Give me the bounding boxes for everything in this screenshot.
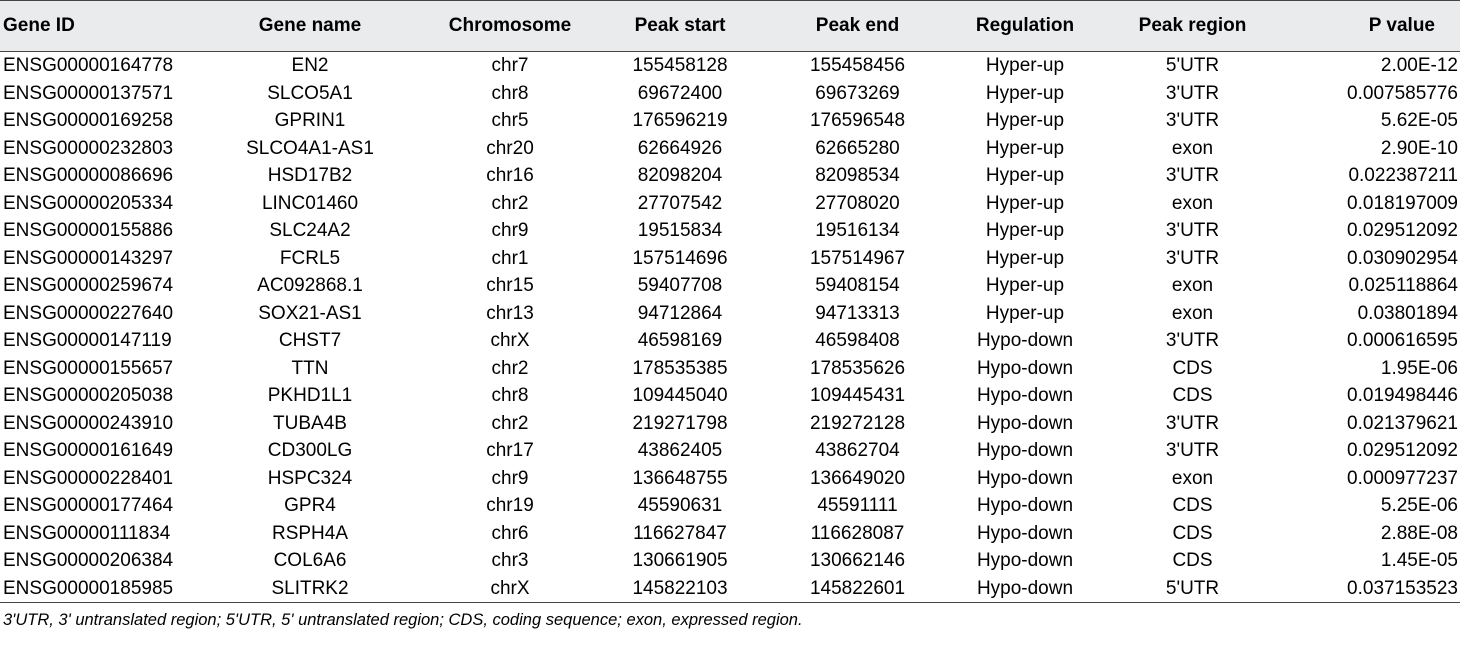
cell-gene-id: ENSG00000155886 [3,220,174,241]
cell-peak-start: 176596219 [632,110,728,131]
cell-peak-region: 5'UTR [1165,55,1220,76]
cell-gene-name: GPRIN1 [274,110,346,131]
cell-peak-start: 109445040 [632,385,728,406]
cell-gene-name: SLITRK2 [190,575,430,603]
cell-peak-start: 27707542 [637,192,723,214]
cell-chromosome: chr9 [491,467,529,489]
table-row [0,355,1460,383]
table-body [0,52,1460,603]
cell-regulation: Hypo-down [976,550,1074,571]
table-row [0,547,1460,575]
cell-gene-name: CD300LG [267,440,353,461]
table-row [0,437,1460,465]
cell-gene-id: ENSG00000164778 [3,55,174,76]
cell-peak-region: CDS [1172,495,1213,516]
table-row [0,217,1460,245]
cell-chromosome: chr17 [486,440,534,461]
cell-p-value: 5.25E-06 [1380,495,1458,516]
cell-peak-end: 136649020 [809,467,906,489]
cell-chromosome: chr3 [491,550,529,571]
cell-peak-start: 145822103 [590,575,770,603]
header-gene-id: Gene ID [0,1,190,52]
cell-gene-name: HSD17B2 [267,165,353,186]
cell-regulation: Hypo-down [976,330,1074,351]
cell-p-value: 5.62E-05 [1380,110,1458,131]
cell-peak-start: 116627847 [633,522,727,544]
table-row [0,245,1460,273]
cell-gene-name: GPR4 [284,495,336,516]
cell-peak-end: 178535626 [809,357,906,379]
table-row [0,80,1460,108]
header-peak-start: Peak start [590,1,770,52]
cell-gene-id: ENSG00000169258 [3,110,174,131]
cell-peak-region: CDS [1172,550,1213,571]
table-row [0,410,1460,438]
cell-gene-id: ENSG00000227640 [3,302,174,324]
cell-peak-start: 94712864 [637,302,723,324]
cell-p-value: 2.00E-12 [1380,55,1458,76]
table-row [0,575,1460,603]
cell-chromosome: chrX [490,330,530,351]
cell-chromosome: chr13 [486,302,534,324]
cell-peak-end: 145822601 [770,575,945,603]
cell-peak-end: 82098534 [815,165,900,186]
cell-peak-start: 130661905 [632,550,728,571]
cell-chromosome: chr9 [491,220,529,241]
cell-p-value: 0.029512092 [1347,440,1458,461]
cell-chromosome: chr7 [491,55,529,76]
cell-gene-id: ENSG00000111834 [3,522,171,544]
cell-p-value: 0.025118864 [1348,275,1458,296]
cell-p-value: 0.037153523 [1280,575,1460,603]
cell-peak-region: 5'UTR [1105,575,1280,603]
table-row [0,492,1460,520]
table-row [0,327,1460,355]
cell-peak-start: 19515834 [637,220,723,241]
cell-peak-start: 219271798 [632,412,728,434]
header-chromosome: Chromosome [430,1,590,52]
cell-regulation: Hyper-up [985,192,1065,214]
cell-chromosome: chr15 [486,275,534,296]
header-regulation: Regulation [945,1,1105,52]
cell-p-value: 0.007585776 [1347,82,1458,104]
cell-peak-region: 3'UTR [1165,247,1220,269]
cell-gene-id: ENSG00000086696 [3,165,174,186]
cell-peak-start: 62664926 [637,137,723,159]
cell-gene-id: ENSG00000232803 [3,137,174,159]
table-row [0,135,1460,163]
cell-gene-name: TTN [291,357,329,379]
cell-chromosome: chr2 [491,192,529,214]
cell-gene-name: SLC24A2 [269,220,351,241]
cell-p-value: 2.90E-10 [1380,137,1458,159]
cell-peak-region: 3'UTR [1165,412,1220,434]
cell-chromosome: chr6 [491,522,529,544]
cell-peak-start: 43862405 [637,440,723,461]
cell-peak-region: 3'UTR [1165,440,1220,461]
cell-gene-id: ENSG00000155657 [3,357,174,379]
cell-regulation: Hypo-down [976,495,1074,516]
cell-regulation: Hyper-up [985,82,1065,104]
cell-regulation: Hypo-down [976,440,1074,461]
cell-gene-id: ENSG00000177464 [3,495,174,516]
cell-gene-name: EN2 [291,55,329,76]
cell-peak-region: exon [1171,275,1214,296]
cell-gene-id: ENSG00000205038 [3,385,174,406]
cell-peak-region: CDS [1172,522,1213,544]
cell-regulation: Hyper-up [985,220,1065,241]
cell-regulation: Hyper-up [985,247,1065,269]
cell-regulation: Hypo-down [976,522,1074,544]
cell-p-value: 0.022387211 [1348,165,1458,186]
cell-p-value: 0.000616595 [1347,330,1458,351]
cell-p-value: 0.019498446 [1347,385,1458,406]
cell-peak-end: 155458456 [809,55,906,76]
cell-regulation: Hyper-up [985,165,1065,186]
cell-gene-id: ENSG00000205334 [3,192,174,214]
cell-chromosome: chr8 [491,385,529,406]
cell-chromosome: chr2 [491,412,529,434]
cell-peak-region: 3'UTR [1165,165,1220,186]
cell-gene-id: ENSG00000161649 [3,440,174,461]
header-gene-name: Gene name [190,1,430,52]
cell-gene-id: ENSG00000147119 [3,330,172,351]
cell-peak-region: 3'UTR [1165,110,1220,131]
table-row [0,190,1460,218]
cell-p-value: 0.018197009 [1347,192,1458,214]
cell-peak-region: 3'UTR [1165,82,1220,104]
cell-peak-end: 27708020 [815,192,900,214]
cell-chromosome: chr20 [486,137,534,159]
cell-gene-id: ENSG00000185985 [0,575,190,603]
cell-p-value: 0.03801894 [1357,302,1458,324]
cell-peak-end: 219272128 [809,412,906,434]
cell-peak-end: 45591111 [817,495,898,516]
cell-gene-name: RSPH4A [271,522,349,544]
cell-gene-name: AC092868.1 [257,275,363,296]
cell-peak-region: CDS [1172,357,1213,379]
cell-peak-start: 45590631 [637,495,723,516]
cell-p-value: 1.45E-05 [1380,550,1458,571]
cell-regulation: Hypo-down [945,575,1105,603]
cell-chromosome: chr16 [486,165,534,186]
cell-peak-region: 3'UTR [1165,330,1220,351]
cell-gene-name: CHST7 [278,330,342,351]
cell-peak-end: 43862704 [815,440,900,461]
cell-gene-name: SLCO5A1 [267,82,353,104]
cell-peak-end: 94713313 [815,302,900,324]
cell-regulation: Hyper-up [985,137,1065,159]
cell-peak-region: exon [1171,192,1214,214]
table-row [0,162,1460,190]
cell-chromosome: chr19 [486,495,534,516]
cell-regulation: Hyper-up [985,110,1065,131]
cell-peak-start: 59407708 [637,275,723,296]
cell-peak-end: 59408154 [815,275,900,296]
cell-regulation: Hypo-down [976,467,1074,489]
cell-regulation: Hypo-down [976,385,1074,406]
cell-peak-region: CDS [1172,385,1213,406]
cell-gene-id: ENSG00000259674 [3,275,174,296]
cell-p-value: 0.000977237 [1347,467,1458,489]
cell-peak-start: 157514696 [632,247,728,269]
cell-peak-region: exon [1171,137,1214,159]
table-row [0,52,1460,80]
cell-chromosome: chr5 [491,110,529,131]
cell-gene-id: ENSG00000137571 [3,82,174,104]
cell-peak-end: 19516134 [815,220,900,241]
table-row [0,107,1460,135]
cell-gene-name: LINC01460 [261,192,359,214]
table-row [0,520,1460,548]
cell-peak-end: 46598408 [815,330,900,351]
cell-peak-end: 109445431 [809,385,906,406]
cell-chromosome: chr8 [491,82,529,104]
cell-peak-region: exon [1171,302,1214,324]
table-row [0,272,1460,300]
cell-peak-start: 82098204 [637,165,723,186]
cell-p-value: 0.030902954 [1347,247,1458,269]
cell-peak-end: 116628087 [810,522,905,544]
cell-peak-start: 155458128 [632,55,728,76]
cell-p-value: 1.95E-06 [1380,357,1458,379]
header-peak-end: Peak end [770,1,945,52]
cell-peak-end: 176596548 [809,110,906,131]
cell-p-value: 0.021379621 [1347,412,1458,434]
header-peak-region: Peak region [1105,1,1280,52]
cell-gene-name: SLCO4A1-AS1 [246,137,374,159]
cell-gene-name: FCRL5 [279,247,341,269]
cell-regulation: Hyper-up [985,302,1065,324]
cell-peak-start: 136648755 [632,467,728,489]
cell-chromosome: chrX [430,575,590,603]
header-p-value: P value [1280,1,1460,52]
table-row [0,382,1460,410]
cell-gene-id: ENSG00000143297 [3,247,174,269]
cell-peak-end: 62665280 [815,137,900,159]
cell-regulation: Hyper-up [985,55,1065,76]
cell-peak-end: 69673269 [815,82,900,104]
cell-peak-end: 130662146 [809,550,906,571]
table-footnote: 3'UTR, 3' untranslated region; 5'UTR, 5' untranslated region; CDS, coding sequence; exon, expressed region. [3,611,803,629]
cell-regulation: Hyper-up [985,275,1065,296]
cell-regulation: Hypo-down [976,357,1074,379]
cell-chromosome: chr1 [491,247,529,269]
cell-p-value: 2.88E-08 [1380,522,1458,544]
cell-gene-id: ENSG00000228401 [3,467,174,489]
cell-gene-name: SOX21-AS1 [258,302,362,324]
cell-peak-region: exon [1171,467,1214,489]
cell-gene-name: PKHD1L1 [267,385,353,406]
table-row [0,465,1460,493]
cell-peak-region: 3'UTR [1165,220,1220,241]
cell-p-value: 0.029512092 [1347,220,1458,241]
cell-chromosome: chr2 [491,357,529,379]
cell-gene-name: HSPC324 [267,467,353,489]
header-row [0,1,1460,52]
cell-peak-end: 157514967 [809,247,906,269]
cell-regulation: Hypo-down [976,412,1074,434]
cell-gene-id: ENSG00000243910 [3,412,174,434]
cell-peak-start: 69672400 [637,82,723,104]
cell-gene-name: TUBA4B [273,412,347,434]
cell-gene-id: ENSG00000206384 [3,550,174,571]
table-row [0,300,1460,328]
cell-peak-start: 178535385 [632,357,728,379]
cell-gene-name: COL6A6 [273,550,347,571]
cell-peak-start: 46598169 [637,330,723,351]
